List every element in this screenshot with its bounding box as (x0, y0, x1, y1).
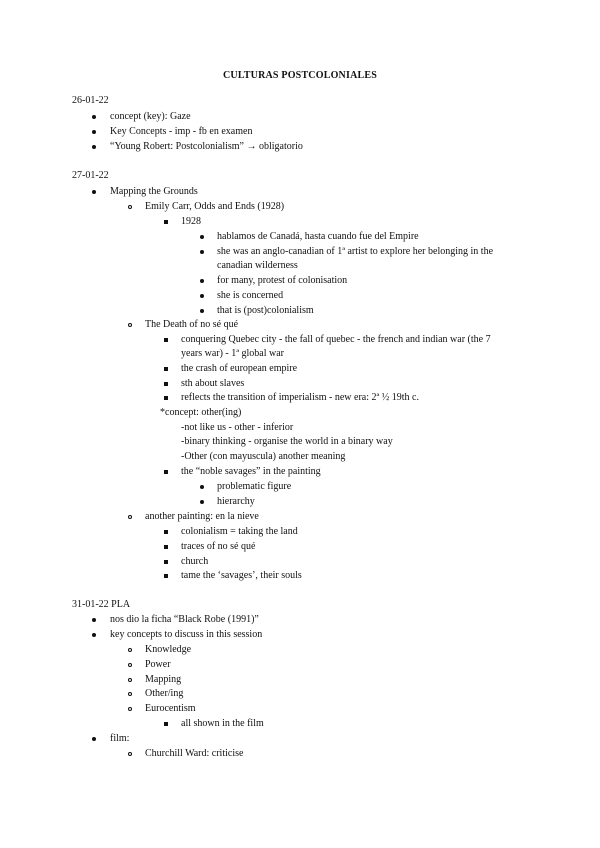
bullet-square-icon (164, 396, 168, 400)
bullet-square-icon (164, 560, 168, 564)
date-heading: 31-01-22 PLA (72, 599, 131, 610)
bullet-disc-icon (200, 485, 204, 489)
bullet-circle-icon (128, 663, 132, 667)
note-line: traces of no sé qué (181, 541, 256, 552)
bullet-disc-icon (92, 190, 96, 194)
bullet-disc-icon (92, 130, 96, 134)
note-line: hierarchy (217, 496, 255, 507)
note-line: the crash of european empire (181, 363, 298, 374)
note-line: key concepts to discuss in this session (110, 629, 263, 640)
bullet-disc-icon (92, 618, 96, 622)
note-line: sth about slaves (181, 378, 245, 389)
bullet-circle-icon (128, 752, 132, 756)
bullet-square-icon (164, 722, 168, 726)
note-line: canadian wilderness (217, 260, 298, 271)
note-line: reflects the transition of imperialism - new era: 2ª ½ 19th c. (181, 392, 419, 403)
bullet-disc-icon (200, 500, 204, 504)
note-line: Other/ing (145, 688, 184, 699)
note-line: that is (post)colonialism (217, 305, 314, 316)
bullet-disc-icon (92, 115, 96, 119)
bullet-disc-icon (200, 279, 204, 283)
note-line: tame the ‘savages’, their souls (181, 570, 302, 581)
note-line: concept (key): Gaze (110, 111, 191, 122)
note-line: years war) - 1ª global war (181, 348, 284, 359)
bullet-circle-icon (128, 678, 132, 682)
note-line: Churchill Ward: criticise (145, 748, 244, 759)
bullet-disc-icon (200, 235, 204, 239)
note-line: conquering Quebec city - the fall of quebec - the french and indian war (the 7 (181, 334, 491, 345)
note-line: film: (110, 733, 130, 744)
bullet-circle-icon (128, 515, 132, 519)
bullet-circle-icon (128, 205, 132, 209)
note-line: -binary thinking - organise the world in a binary way (181, 436, 393, 447)
note-line: nos dio la ficha “Black Robe (1991)” (110, 614, 259, 625)
bullet-circle-icon (128, 707, 132, 711)
note-line: Mapping (145, 674, 182, 685)
note-line: The Death of no sé qué (145, 319, 239, 330)
date-heading: 27-01-22 (72, 170, 109, 181)
bullet-disc-icon (200, 250, 204, 254)
bullet-disc-icon (92, 737, 96, 741)
note-line: “Young Robert: Postcolonialism” → obligatorio (110, 141, 303, 152)
bullet-square-icon (164, 530, 168, 534)
bullet-disc-icon (92, 145, 96, 149)
bullet-square-icon (164, 574, 168, 578)
note-line: Eurocentism (145, 703, 196, 714)
bullet-circle-icon (128, 692, 132, 696)
bullet-circle-icon (128, 323, 132, 327)
bullet-square-icon (164, 367, 168, 371)
document-title: CULTURAS POSTCOLONIALES (223, 70, 377, 81)
note-line: -Other (con mayuscula) another meaning (181, 451, 346, 462)
note-line: Mapping the Grounds (110, 186, 198, 197)
note-line: all shown in the film (181, 718, 264, 729)
note-line: colonialism = taking the land (181, 526, 298, 537)
bullet-disc-icon (92, 633, 96, 637)
bullet-square-icon (164, 338, 168, 342)
note-line: Knowledge (145, 644, 192, 655)
note-line: the “noble savages” in the painting (181, 466, 321, 477)
note-line: *concept: other(ing) (160, 407, 242, 418)
note-line: another painting: en la nieve (145, 511, 259, 522)
note-line: she was an anglo-canadian of 1ª artist to explore her belonging in the (217, 246, 494, 257)
note-line: hablamos de Canadá, hasta cuando fue del Empire (217, 231, 419, 242)
note-line: church (181, 556, 209, 567)
note-line: -not like us - other - inferior (181, 422, 294, 433)
bullet-disc-icon (200, 294, 204, 298)
note-line: 1928 (181, 216, 201, 227)
note-line: Power (145, 659, 171, 670)
bullet-square-icon (164, 470, 168, 474)
date-heading: 26-01-22 (72, 95, 109, 106)
bullet-square-icon (164, 382, 168, 386)
note-line: she is concerned (217, 290, 284, 301)
bullet-circle-icon (128, 648, 132, 652)
note-line: Key Concepts - imp - fb en examen (110, 126, 253, 137)
bullet-square-icon (164, 545, 168, 549)
note-line: for many, protest of colonisation (217, 275, 348, 286)
bullet-disc-icon (200, 309, 204, 313)
note-line: Emily Carr, Odds and Ends (1928) (145, 201, 285, 212)
note-line: problematic figure (217, 481, 292, 492)
bullet-square-icon (164, 220, 168, 224)
